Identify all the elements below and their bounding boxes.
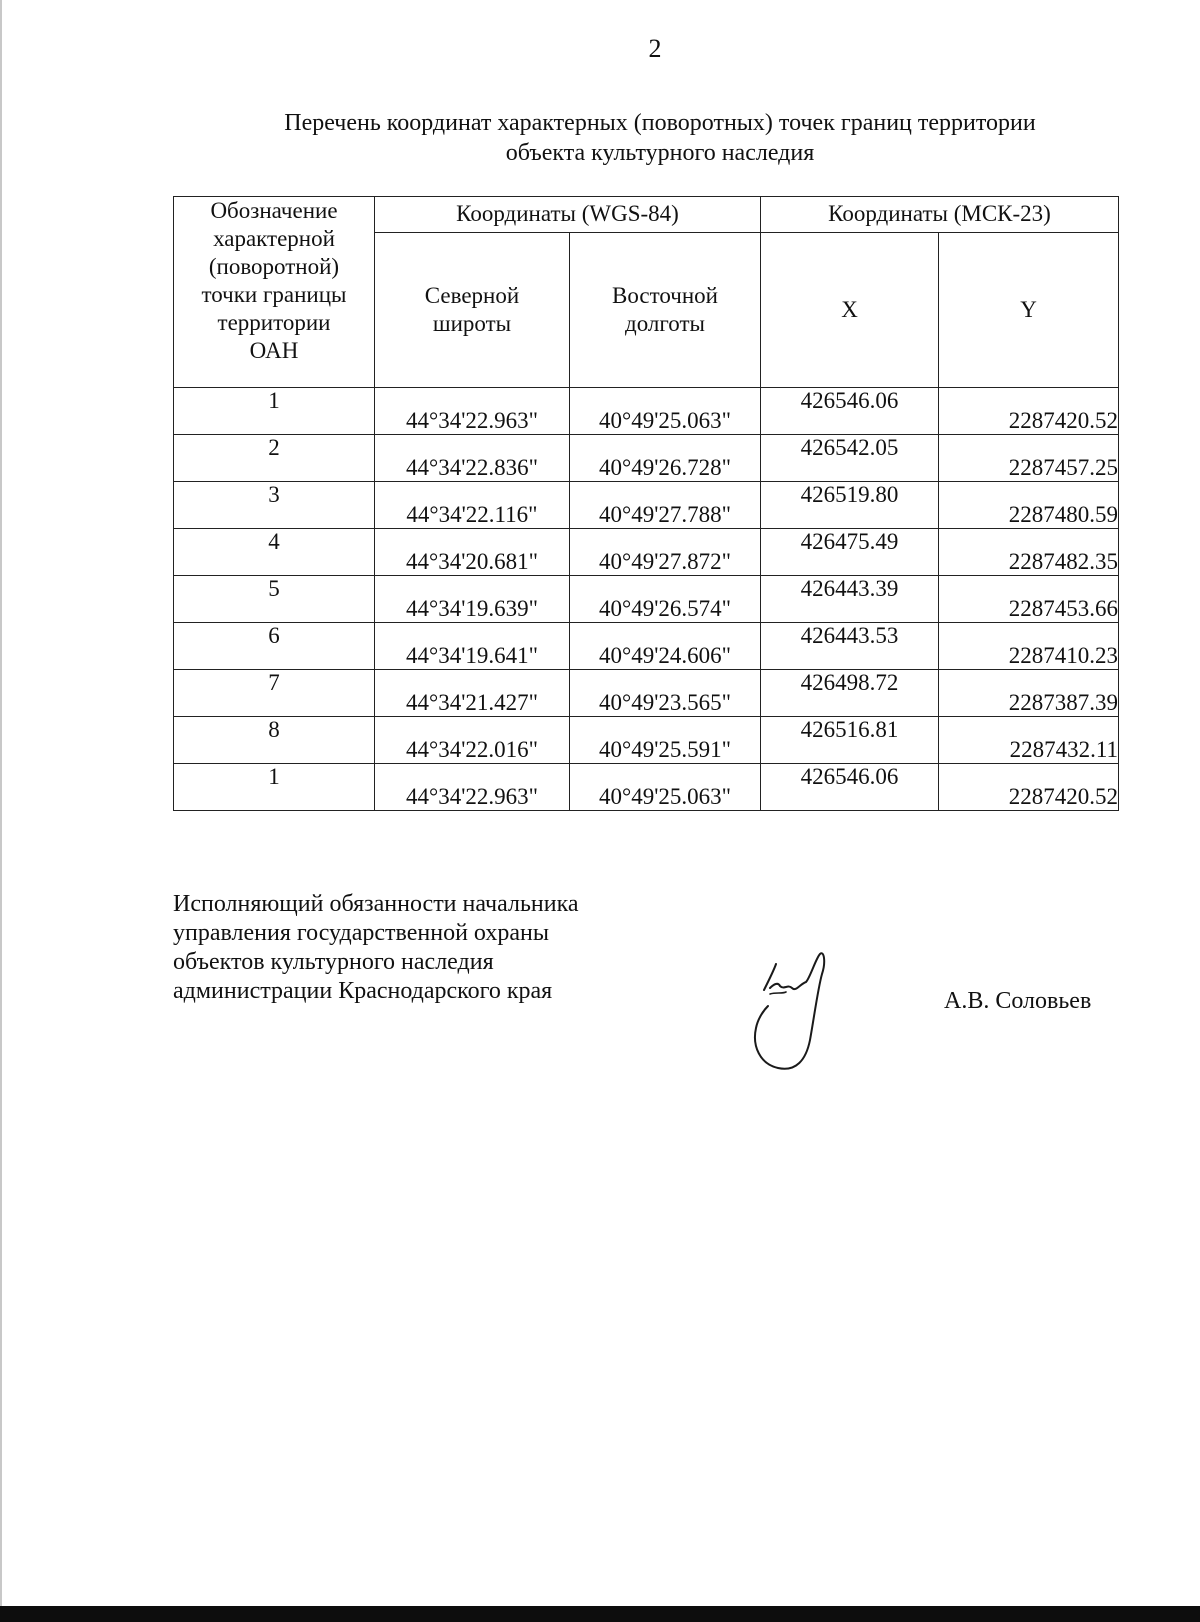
cell-longitude: 40°49'25.591" <box>570 717 761 764</box>
header-text-line: ОАН <box>249 338 299 363</box>
cell-x: 426475.49 <box>761 529 939 576</box>
cell-y: 2287432.11 <box>939 717 1119 764</box>
header-text-line: (поворотной) <box>208 254 340 279</box>
coordinates-table <box>173 196 1119 811</box>
cell-y: 2287387.39 <box>939 670 1119 717</box>
cell-x: 426542.05 <box>761 435 939 482</box>
cell-point: 1 <box>174 388 375 435</box>
cell-latitude: 44°34'22.963" <box>375 764 570 811</box>
header-text-line: Обозначение <box>210 198 338 223</box>
header-north-latitude <box>375 232 570 387</box>
table-row <box>174 529 1119 576</box>
cell-x: 426516.81 <box>761 717 939 764</box>
header-x: X <box>761 232 939 387</box>
cell-latitude: 44°34'22.836" <box>375 435 570 482</box>
cell-x: 426443.39 <box>761 576 939 623</box>
table-row <box>174 576 1119 623</box>
header-text-line: Восточной <box>612 282 718 308</box>
cell-point: 8 <box>174 717 375 764</box>
header-wgs84: Координаты (WGS-84) <box>375 197 761 233</box>
cell-point: 4 <box>174 529 375 576</box>
document-title <box>160 108 1160 168</box>
cell-point: 3 <box>174 482 375 529</box>
cell-longitude: 40°49'23.565" <box>570 670 761 717</box>
scan-bottom-edge <box>0 1606 1200 1622</box>
cell-y: 2287420.52 <box>939 764 1119 811</box>
cell-x: 426443.53 <box>761 623 939 670</box>
cell-latitude: 44°34'21.427" <box>375 670 570 717</box>
header-point-designation <box>174 197 375 388</box>
table-row <box>174 435 1119 482</box>
cell-point: 6 <box>174 623 375 670</box>
signatory-name: А.В. Соловьев <box>944 988 1092 1014</box>
cell-latitude: 44°34'20.681" <box>375 529 570 576</box>
table-row <box>174 764 1119 811</box>
cell-x: 426498.72 <box>761 670 939 717</box>
table-row <box>174 670 1119 717</box>
cell-x: 426546.06 <box>761 764 939 811</box>
cell-point: 2 <box>174 435 375 482</box>
table-row <box>174 388 1119 435</box>
cell-latitude: 44°34'22.016" <box>375 717 570 764</box>
cell-longitude: 40°49'25.063" <box>570 388 761 435</box>
cell-y: 2287420.52 <box>939 388 1119 435</box>
handwritten-signature <box>740 948 836 1078</box>
cell-point: 7 <box>174 670 375 717</box>
cell-longitude: 40°49'24.606" <box>570 623 761 670</box>
table-row <box>174 623 1119 670</box>
cell-longitude: 40°49'27.872" <box>570 529 761 576</box>
cell-latitude: 44°34'22.963" <box>375 388 570 435</box>
header-text-line: Северной <box>424 282 520 308</box>
table-row <box>174 482 1119 529</box>
header-text-line: характерной <box>213 226 335 251</box>
cell-longitude: 40°49'27.788" <box>570 482 761 529</box>
signatory-position-line: Исполняющий обязанности начальника <box>173 891 579 917</box>
header-text-line: долготы <box>625 310 705 336</box>
signatory-position-line: объектов культурного наследия <box>173 949 494 975</box>
header-east-longitude <box>570 232 761 387</box>
page-number: 2 <box>648 34 662 63</box>
cell-latitude: 44°34'22.116" <box>375 482 570 529</box>
header-msk23: Координаты (МСК-23) <box>761 197 1119 233</box>
scan-left-edge <box>0 0 2 1622</box>
cell-longitude: 40°49'25.063" <box>570 764 761 811</box>
document-title-line: объекта культурного наследия <box>505 140 815 166</box>
table-row <box>174 717 1119 764</box>
cell-point: 1 <box>174 764 375 811</box>
signatory-position-line: управления государственной охраны <box>173 920 549 946</box>
signatory-position <box>173 890 579 1006</box>
cell-y: 2287480.59 <box>939 482 1119 529</box>
header-text-line: точки границы <box>201 282 347 307</box>
header-text-line: территории <box>217 310 331 335</box>
cell-longitude: 40°49'26.574" <box>570 576 761 623</box>
cell-y: 2287453.66 <box>939 576 1119 623</box>
cell-latitude: 44°34'19.641" <box>375 623 570 670</box>
cell-longitude: 40°49'26.728" <box>570 435 761 482</box>
signatory-position-line: администрации Краснодарского края <box>173 978 553 1004</box>
header-text-line: широты <box>432 310 512 336</box>
cell-y: 2287482.35 <box>939 529 1119 576</box>
cell-point: 5 <box>174 576 375 623</box>
document-title-line: Перечень координат характерных (поворотных) точек границ территории <box>284 110 1036 136</box>
cell-x: 426519.80 <box>761 482 939 529</box>
cell-latitude: 44°34'19.639" <box>375 576 570 623</box>
header-y: Y <box>939 232 1119 387</box>
cell-y: 2287457.25 <box>939 435 1119 482</box>
cell-y: 2287410.23 <box>939 623 1119 670</box>
cell-x: 426546.06 <box>761 388 939 435</box>
